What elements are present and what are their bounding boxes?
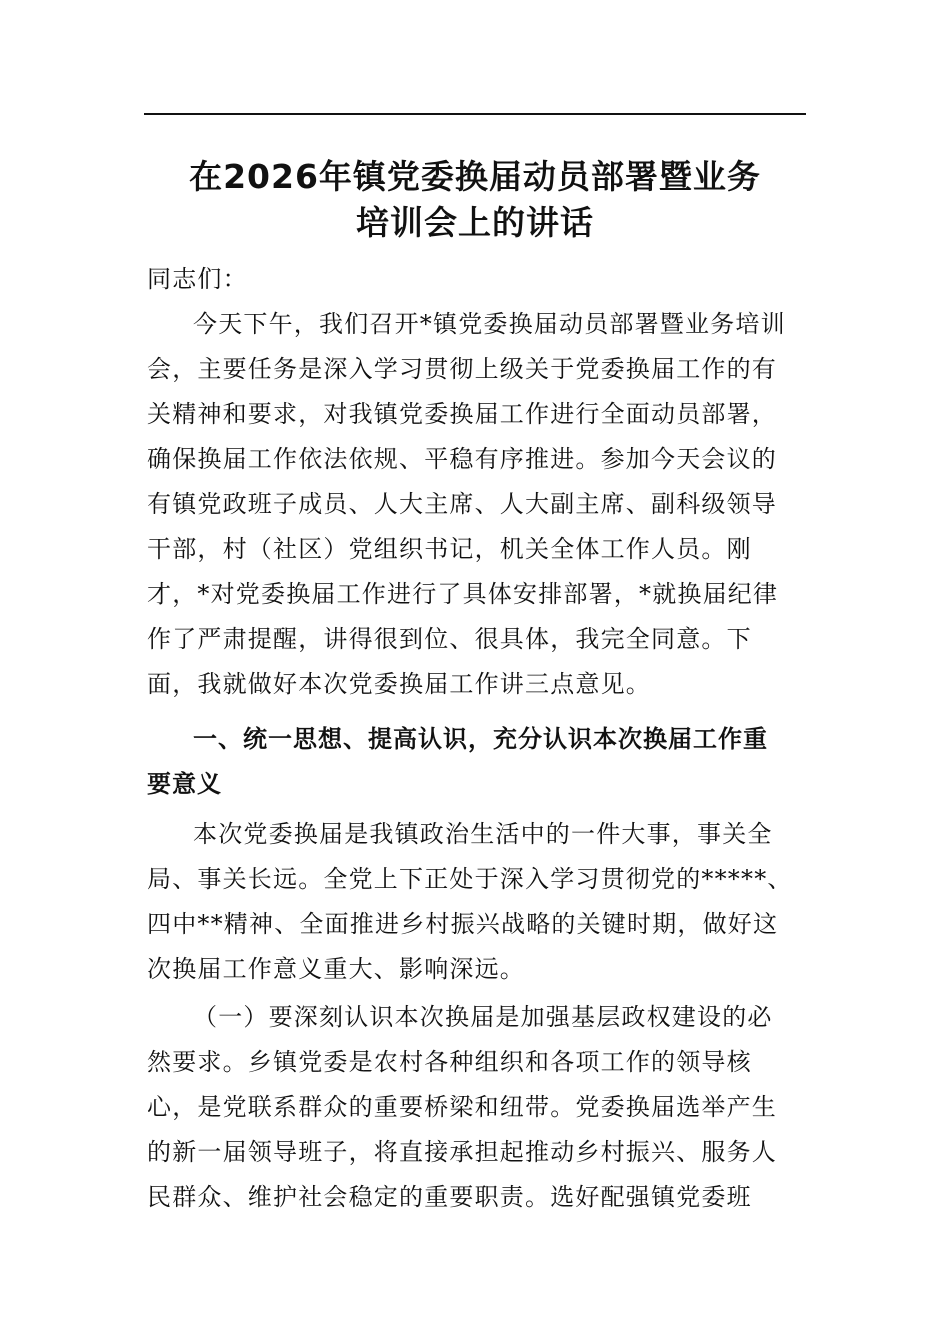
- section-heading-line: 一、统一思想、提高认识，充分认识本次换届工作重: [193, 725, 768, 753]
- subsection-line: （一）要深刻认识本次换届是加强基层政权建设的必: [193, 1003, 773, 1031]
- body-line: 作了严肃提醒，讲得很到位、很具体，我完全同意。下: [147, 625, 752, 653]
- body-line: 局、事关长远。全党上下正处于深入学习贯彻党的*****、: [147, 865, 793, 893]
- document-title-line-2: 培训会上的讲话: [356, 203, 594, 242]
- body-line: 民群众、维护社会稳定的重要职责。选好配强镇党委班: [147, 1183, 752, 1211]
- body-line: 今天下午，我们召开*镇党委换届动员部署暨业务培训: [193, 310, 786, 338]
- body-line: 确保换届工作依法依规、平稳有序推进。参加今天会议的: [147, 445, 777, 473]
- body-line: 才，*对党委换届工作进行了具体安排部署，*就换届纪律: [147, 580, 779, 608]
- document-title-line-1: 在2026年镇党委换届动员部署暨业务: [189, 157, 761, 196]
- body-line: 会，主要任务是深入学习贯彻上级关于党委换届工作的有: [147, 355, 777, 383]
- body-line: 的新一届领导班子，将直接承担起推动乡村振兴、服务人: [147, 1138, 777, 1166]
- body-line: 有镇党政班子成员、人大主席、人大副主席、副科级领导: [147, 490, 777, 518]
- body-line: 心，是党联系群众的重要桥梁和纽带。党委换届选举产生: [147, 1093, 777, 1121]
- section-heading-line: 要意义: [147, 770, 222, 798]
- body-line: 四中**精神、全面推进乡村振兴战略的关键时期，做好这: [147, 910, 779, 938]
- salutation: 同志们：: [147, 265, 248, 293]
- body-line: 然要求。乡镇党委是农村各种组织和各项工作的领导核: [147, 1048, 752, 1076]
- body-line: 面，我就做好本次党委换届工作讲三点意见。: [147, 670, 651, 698]
- body-line: 次换届工作意义重大、影响深远。: [147, 955, 525, 983]
- body-line: 干部，村（社区）党组织书记，机关全体工作人员。刚: [147, 535, 752, 563]
- body-line: 本次党委换届是我镇政治生活中的一件大事，事关全: [193, 820, 773, 848]
- body-line: 关精神和要求，对我镇党委换届工作进行全面动员部署，: [147, 400, 777, 428]
- header-rule: [144, 113, 806, 115]
